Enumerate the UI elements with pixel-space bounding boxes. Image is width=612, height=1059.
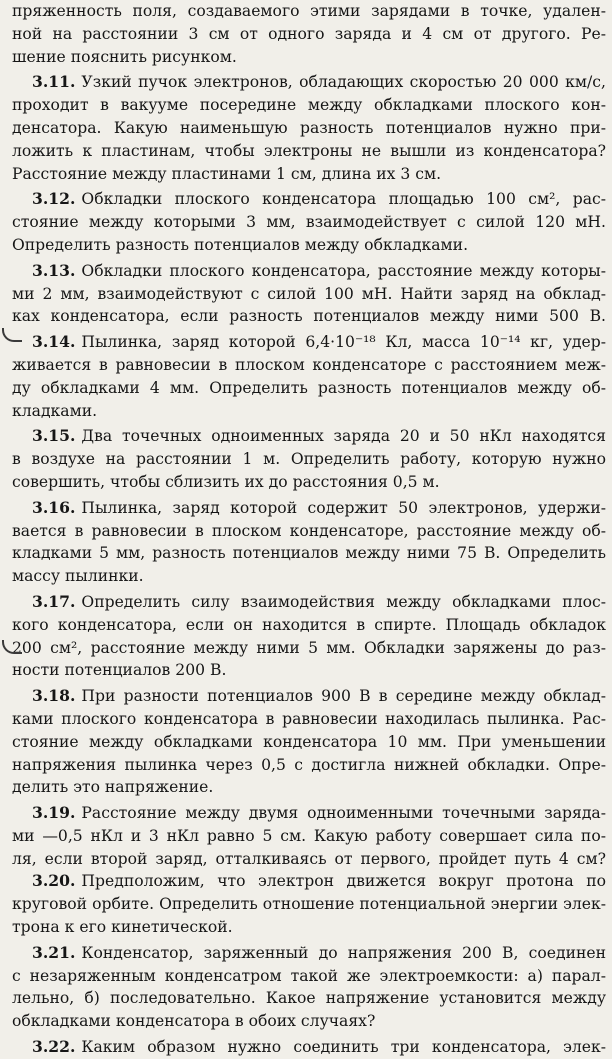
text-line: в воздухе на расстоянии 1 м. Определить работу, которую нужно [12,450,606,469]
text-line: стояние между обкладками конденсатора 10 мм. При уменьшении [12,732,606,751]
problem-number: 3.21. [32,942,76,962]
text-line: лельно, б) последовательно. Какое напряжение установится между [12,989,606,1008]
text-line: пряженность поля, создаваемого этими зарядами в точке, удален- [12,2,606,20]
text-line: круговой орбите. Определить отношение потенциальной энергии элек- [12,895,606,914]
text-line: с незаряженным конденсатром такой же электроемкости: а) парал- [12,966,606,985]
problem-number: 3.18. [32,686,76,706]
text-line: вается в равновесии в плоском конденсаторе, расстояние между об- [12,521,606,540]
text-line: ми 2 мм, взаимодействуют с силой 100 мН. Найти заряд на обклад- [12,284,606,303]
text-line: Пылинка, заряд которой 6,4·10⁻¹⁸ Кл, масса 10⁻¹⁴ кг, удер- [81,333,606,352]
text-line: стояние между которыми 3 мм, взаимодействует с силой 120 мН. [12,213,606,232]
text-line: кладками. [12,401,98,420]
pencil-mark [2,640,22,654]
text-line: ках конденсатора, если разность потенциалов между ними 500 В. [12,307,606,326]
text-line: делить это напряжение. [12,778,214,797]
text-line: трона к его кинетической. [12,918,233,937]
text-line: Расстояние между двумя одноименными точечными заряда- [81,804,606,823]
text-line: Расстояние между пластинами 1 см, длина их 3 см. [12,164,442,183]
text-line: Обкладки плоского конденсатора, расстояние между которы- [81,261,606,280]
text-line: Определить силу взаимодействия между обкладками плос- [81,592,606,611]
text-line: ками плоского конденсатора в равновесии находилась пылинка. Рас- [12,709,606,728]
problem-number: 3.12. [32,189,76,209]
problem-number: 3.11. [32,72,76,92]
problem-3-21 [12,942,606,1033]
problem-3-20 [12,870,606,938]
text-line: Предположим, что электрон движется вокруг протона по [81,872,606,891]
text-line: Обкладки плоского конденсатора площадью 100 см², рас- [81,190,606,209]
text-line: ду обкладками 4 мм. Определить разность потенциалов между об- [12,378,606,397]
problem-number: 3.20. [32,871,76,891]
text-line: При разности потенциалов 900 В в середине между обклад- [81,687,606,706]
problem-3-19 [12,802,606,870]
problem-number: 3.19. [32,803,76,823]
text-line: совершить, чтобы сблизить их до расстояния 0,5 м. [12,472,440,491]
text-line: Определить разность потенциалов между обкладками. [12,235,469,254]
problem-3-15 [12,425,606,493]
problem-3-12 [12,188,606,256]
text-line: ной на расстоянии 3 см от одного заряда и 4 см от другого. Ре- [12,24,606,43]
problem-3-13 [12,260,606,328]
problem-3-18 [12,685,606,799]
text-line: Конденсатор, заряженный до напряжения 200 В, соединен [81,943,606,962]
text-line: кого конденсатора, если он находится в спирте. Площадь обкладок [12,615,606,634]
problem-number: 3.15. [32,426,76,446]
text-line: 200 см², расстояние между ними 5 мм. Обкладки заряжены до раз- [12,638,606,657]
text-line: шение пояснить рисунком. [12,47,237,66]
text-line: напряжения пылинка через 0,5 с достигла нижней обкладки. Опре- [12,755,606,774]
problem-3-17 [12,591,606,682]
problem-3-11 [12,71,606,185]
text-line: Два точечных одноименных заряда 20 и 50 нКл находятся [81,427,606,446]
problem-number: 3.14. [32,332,76,352]
pencil-mark [2,328,22,342]
problem-fragment [12,0,606,68]
problem-3-22 [12,1036,606,1059]
text-line: Пылинка, заряд которой содержит 50 электронов, удержи- [81,498,606,517]
text-line: Узкий пучок электронов, обладающих скоростью 20 000 км/с, [81,73,606,92]
text-line: ложить к пластинам, чтобы электроны не вышли из конденсатора? [12,141,606,160]
text-line: кладками 5 мм, разность потенциалов между ними 75 В. Определить [12,544,606,563]
problem-number: 3.13. [32,260,76,280]
text-line: денсатора. Какую наименьшую разность потенциалов нужно при- [12,118,606,137]
problem-3-14 [12,331,606,422]
problem-number: 3.16. [32,497,76,517]
text-line: массу пылинки. [12,567,144,586]
text-line: проходит в вакууме посередине между обкладками плоского кон- [12,96,606,115]
text-line: ми —0,5 нКл и 3 нКл равно 5 см. Какую работу совершает сила по- [12,826,606,845]
text-line: ля, если второй заряд, отталкиваясь от первого, пройдет путь 4 см? [12,849,606,868]
text-line: обкладками конденсатора в обоих случаях? [12,1012,376,1031]
problem-3-16 [12,497,606,588]
problem-number: 3.17. [32,591,76,611]
text-line: Каким образом нужно соединить три конденсатора, элек- [81,1038,606,1057]
text-line: живается в равновесии в плоском конденсаторе с расстоянием меж- [12,355,606,374]
problem-number: 3.22. [32,1037,76,1057]
text-line: ности потенциалов 200 В. [12,661,227,680]
